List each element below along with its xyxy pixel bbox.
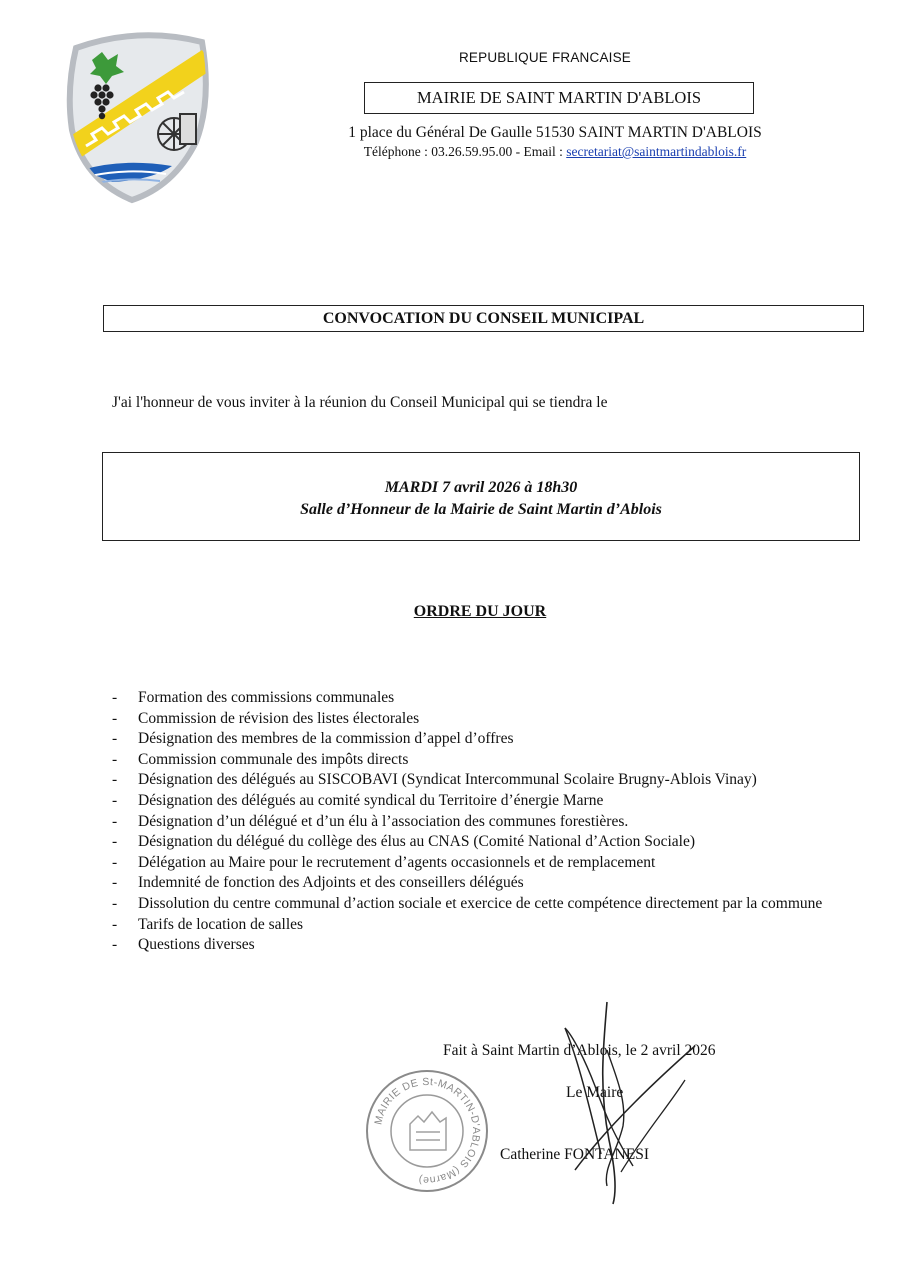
mairie-contact xyxy=(300,144,810,160)
official-stamp xyxy=(362,1066,492,1196)
place-and-date: Fait à Saint Martin d’Ablois, le 2 avril 2026 xyxy=(443,1042,716,1059)
meeting-details-box xyxy=(102,452,860,541)
agenda-item: - Dissolution du centre communal d’action sociale et exercice de cette compétence directement par la commune xyxy=(110,894,860,915)
document-title-box xyxy=(103,305,864,332)
agenda-item: - Questions diverses xyxy=(110,935,860,956)
agenda-item: - Commission communale des impôts directs xyxy=(110,750,860,771)
agenda-item: - Désignation des délégués au comité syndical du Territoire d’énergie Marne xyxy=(110,791,860,812)
agenda-item: - Tarifs de location de salles xyxy=(110,915,860,936)
signatory-name: Catherine FONTANESI xyxy=(500,1146,649,1163)
meeting-place: Salle d’Honneur de la Mairie de Saint Martin d’Ablois xyxy=(300,501,662,518)
mairie-name-box xyxy=(364,82,754,114)
signatory-role: Le Maire xyxy=(566,1084,624,1101)
email-link[interactable]: secretariat@saintmartindablois.fr xyxy=(566,144,747,159)
republic-heading: REPUBLIQUE FRANCAISE xyxy=(458,50,632,65)
phone-line: Téléphone : 03.26.59.95.00 - Email : xyxy=(363,144,567,159)
mairie-address: 1 place du Général De Gaulle 51530 SAINT MARTIN D'ABLOIS xyxy=(348,124,762,141)
meeting-date: MARDI 7 avril 2026 à 18h30 xyxy=(384,479,578,496)
agenda-item: - Désignation d’un délégué et d’un élu à l’association des communes forestières. xyxy=(110,812,860,833)
document-title: CONVOCATION DU CONSEIL MUNICIPAL xyxy=(322,309,645,327)
agenda-item: - Délégation au Maire pour le recrutement d’agents occasionnels et de remplacement xyxy=(110,853,860,874)
agenda-item: - Désignation des délégués au SISCOBAVI (Syndicat Intercommunal Scolaire Brugny-Ablois Vinay) xyxy=(110,770,860,791)
mayor-signature xyxy=(545,990,745,1215)
agenda-title: ORDRE DU JOUR xyxy=(413,603,547,620)
agenda-item: - Commission de révision des listes électorales xyxy=(110,709,860,730)
agenda-item: - Désignation des membres de la commission d’appel d’offres xyxy=(110,729,860,750)
stamp-emblem xyxy=(410,1112,446,1150)
agenda-item: - Formation des commissions communales xyxy=(110,688,860,709)
agenda-item: - Indemnité de fonction des Adjoints et des conseillers délégués xyxy=(110,873,860,894)
mairie-name: MAIRIE DE SAINT MARTIN D'ABLOIS xyxy=(416,88,701,107)
agenda-list xyxy=(110,688,860,956)
agenda-item: - Désignation du délégué du collège des élus au CNAS (Comité National d’Action Sociale) xyxy=(110,832,860,853)
intro-paragraph: J'ai l'honneur de vous inviter à la réunion du Conseil Municipal qui se tiendra le xyxy=(112,394,608,411)
svg-text:MAIRIE DE St-MARTIN-D'ABLOIS (: MAIRIE DE St-MARTIN-D'ABLOIS (Marne) xyxy=(372,1075,483,1187)
municipal-crest-logo xyxy=(62,30,214,206)
